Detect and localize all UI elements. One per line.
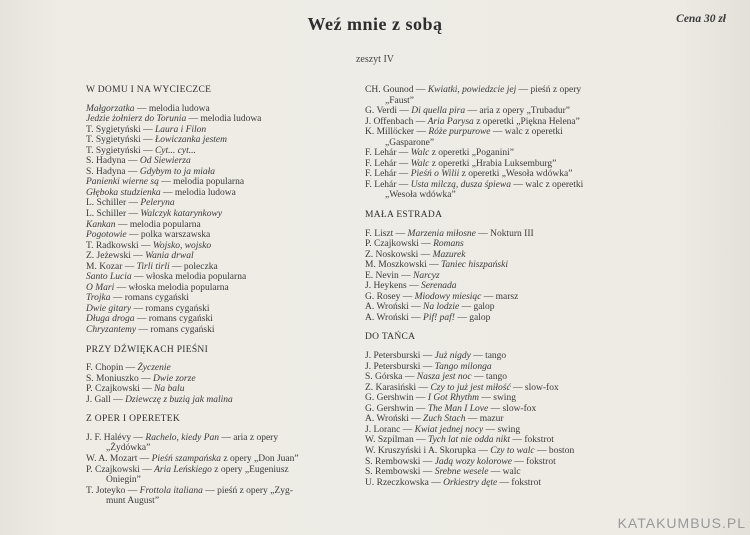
song-title: Tirli tirli	[136, 261, 170, 272]
song-title: Dziewczę z buzią jak malina	[125, 394, 233, 405]
song-note: — melodia popularna	[115, 219, 201, 230]
song-title: Tango milonga	[434, 361, 492, 372]
song-title: Mazurek	[432, 249, 466, 260]
song-title: Srebne wesele	[434, 467, 489, 478]
song-note: — walc z operetki	[510, 179, 584, 190]
song-note: — fokstrot	[510, 435, 554, 446]
song-title: Kwiatki, powiedzcie jej	[427, 85, 517, 95]
song-entry	[86, 146, 366, 157]
song-composer: P. Czajkowski —	[86, 384, 155, 395]
song-entry	[86, 251, 366, 262]
song-title: Chryzantemy	[86, 325, 137, 336]
song-entry	[365, 148, 625, 159]
section-heading: MAŁA ESTRADA	[365, 210, 443, 221]
song-composer: A. Wroński —	[365, 302, 424, 313]
song-title: Usta milczą, dusza śpiewa	[410, 179, 511, 190]
song-entry	[86, 363, 366, 374]
song-composer: L. Schiller —	[86, 209, 141, 220]
song-entry	[365, 435, 625, 446]
song-entry	[86, 454, 366, 465]
song-title: Narcyz	[413, 270, 440, 281]
song-title: Laura i Filon	[154, 124, 207, 135]
song-list	[86, 104, 366, 336]
song-entry	[86, 283, 366, 294]
song-composer: J. Offenbach —	[365, 116, 428, 127]
song-note: — romans cygański	[131, 303, 210, 314]
song-note: z operetki „Piękna Helena”	[473, 116, 580, 127]
song-note-continued: „Faust”	[385, 95, 415, 106]
song-note: — mazur	[465, 414, 504, 425]
song-title: Taniec hiszpański	[441, 260, 508, 271]
song-composer: T. Sygietyński —	[86, 124, 155, 135]
song-title: Gdybym to ja miała	[139, 166, 216, 177]
song-composer: A. Wroński —	[365, 312, 424, 323]
song-list	[365, 85, 625, 201]
song-note: — slow-fox	[488, 403, 537, 414]
song-title: Łowiczanka jestem	[154, 135, 228, 146]
left-column	[86, 85, 366, 507]
song-composer: P. Czajkowski —	[86, 464, 155, 475]
song-composer: T. Sygietyński —	[86, 145, 155, 156]
song-title: Jedzie żołnierz do Torunia	[86, 114, 187, 125]
song-composer: F. Lehár —	[365, 169, 411, 180]
song-note: — galop	[454, 312, 491, 323]
song-composer: M. Kozar —	[86, 261, 137, 272]
song-entry	[86, 272, 366, 283]
page-title: Weź mnie z sobą	[307, 14, 443, 34]
song-entry	[86, 209, 366, 220]
song-note: — melodia ludowa	[186, 114, 262, 125]
song-title: Pogotowie	[86, 230, 127, 241]
song-title: Na balu	[154, 384, 185, 395]
song-composer: W. Kruszyński i A. Skorupka —	[365, 445, 491, 456]
song-list	[365, 229, 625, 324]
song-note-continued: Oniegin”	[106, 475, 141, 486]
song-note: — melodia ludowa	[134, 103, 210, 114]
song-note-continued: „Gasparone”	[385, 137, 435, 148]
song-entry	[365, 351, 625, 362]
song-entry	[365, 180, 625, 201]
song-composer: G. Gershwin —	[365, 393, 428, 404]
song-entry	[86, 304, 366, 315]
song-title: Wania drwal	[145, 251, 194, 262]
song-note: — walc	[488, 467, 521, 478]
song-note: — tango	[470, 351, 507, 362]
song-entry	[86, 135, 366, 146]
song-entry	[86, 125, 366, 136]
song-title: Jadą wozy kolorowe	[434, 456, 512, 467]
section-heading: W DOMU I NA WYCIECZCE	[86, 85, 212, 95]
song-note: — melodia ludowa	[160, 187, 236, 198]
song-entry	[365, 159, 625, 170]
song-composer: K. Millöcker —	[365, 127, 429, 138]
song-composer: T. Radkowski —	[86, 240, 153, 251]
song-composer: J. F. Halévy —	[86, 432, 146, 443]
song-entry	[365, 372, 625, 383]
song-note: — aria z opery	[219, 432, 279, 443]
song-composer: G. Gershwin —	[365, 403, 428, 414]
song-entry	[365, 169, 625, 180]
song-composer: F. Lehár —	[365, 148, 411, 159]
song-composer: P. Czajkowski —	[365, 239, 434, 250]
song-entry	[365, 425, 625, 436]
song-title: Kwiat jednej nocy	[414, 424, 484, 435]
song-title: Małgorzatka	[86, 103, 135, 114]
song-note: — boston	[534, 445, 575, 456]
song-entry	[86, 486, 366, 507]
song-title: Pif! paf!	[423, 312, 455, 323]
song-title: The Man I Love	[427, 403, 489, 414]
song-note: — aria z opery „Trubadur”	[465, 106, 571, 117]
song-note: — Nokturn III	[475, 228, 534, 239]
song-composer: S. Hadyna —	[86, 166, 140, 177]
song-entry	[365, 229, 625, 240]
song-composer: Z. Karasiński —	[365, 382, 431, 393]
song-entry	[365, 478, 625, 489]
song-composer: S. Hadyna —	[86, 156, 140, 167]
right-column	[365, 85, 625, 488]
song-title: Romans	[433, 239, 464, 250]
song-title: Kankan	[86, 219, 116, 230]
song-entry	[86, 198, 366, 209]
song-title: Już nigdy	[434, 351, 471, 362]
song-composer: F. Chopin —	[86, 363, 138, 374]
song-composer: Z. Jeżewski —	[86, 251, 146, 262]
song-entry	[365, 85, 625, 106]
song-entry	[86, 433, 366, 454]
song-entry	[86, 384, 366, 395]
song-note: — poleczka	[169, 261, 218, 272]
song-note: — fokstrot	[497, 477, 541, 488]
song-composer: J. Loranc —	[365, 424, 415, 435]
song-composer: J. Heykens —	[365, 281, 421, 292]
song-entry	[365, 467, 625, 478]
song-note: z operetki „Poganini”	[429, 148, 515, 159]
song-note: — walc z operetki	[490, 127, 563, 138]
song-title: Nasza jest noc	[416, 372, 472, 383]
song-title: Dwie zorze	[153, 373, 196, 384]
song-list	[365, 351, 625, 488]
song-note: — romans cygański	[134, 314, 213, 325]
song-title: Aria Leńskiego	[154, 464, 212, 475]
song-title: Pieśń o Wilii	[410, 169, 460, 180]
song-entry	[86, 230, 366, 241]
song-note: — galop	[459, 302, 495, 313]
song-composer: W. Szpilman —	[365, 435, 428, 446]
song-composer: F. Lehár —	[365, 158, 411, 169]
song-entry	[365, 404, 625, 415]
song-note: — swing	[483, 424, 521, 435]
song-title: Czy to walc	[490, 445, 535, 456]
song-entry	[365, 281, 625, 292]
song-entry	[365, 271, 625, 282]
song-note: — pieśń z opery „Zyg-	[202, 485, 293, 496]
song-title: Cyt... cyt...	[154, 145, 196, 156]
song-composer: J. Petersburski —	[365, 351, 435, 362]
song-title: Miodowy miesiąc	[414, 291, 482, 302]
song-note: — fokstrot	[511, 456, 556, 467]
song-title: Frottola italiana	[139, 485, 203, 496]
song-title: Głęboka studzienka	[86, 187, 161, 198]
song-title: Aria Parysa	[427, 116, 474, 127]
song-title: Od Siewierza	[139, 156, 191, 167]
song-title: Tych lat nie odda nikt	[427, 435, 511, 446]
song-composer: E. Nevin —	[365, 270, 414, 281]
song-entry	[365, 260, 625, 271]
watermark: KATAKUMBUS.PL	[617, 515, 746, 531]
song-entry	[365, 302, 625, 313]
song-entry	[86, 465, 366, 486]
song-note: z opery „Don Juan”	[221, 453, 299, 464]
song-composer: A. Wroński —	[365, 414, 424, 425]
song-entry	[86, 314, 366, 325]
price-label: Cena 30 zł	[676, 13, 726, 25]
song-composer: T. Joteyko —	[86, 485, 140, 496]
song-title: Na lodzie	[423, 302, 460, 313]
section-heading: Z OPER I OPERETEK	[86, 414, 181, 425]
song-entry	[86, 177, 366, 188]
song-composer: S. Rembowski —	[365, 467, 435, 478]
song-entry	[86, 114, 366, 125]
song-title: O Mari	[86, 282, 115, 293]
song-title: Wojsko, wojsko	[152, 240, 212, 251]
song-composer: L. Schiller —	[86, 198, 141, 209]
song-title: Róże purpurowe	[428, 127, 491, 138]
song-note: — romans cygański	[110, 293, 189, 304]
song-entry	[365, 362, 625, 373]
song-entry	[365, 414, 625, 425]
song-entry	[86, 293, 366, 304]
section-heading: PRZY DŹWIĘKACH PIEŚNI	[86, 344, 209, 355]
song-entry	[86, 220, 366, 231]
song-list	[86, 363, 366, 405]
song-title: Walc	[410, 148, 430, 159]
song-note-continued: munt August”	[106, 496, 160, 507]
song-note: — melodia popularna	[158, 177, 245, 188]
song-composer: W. A. Mozart —	[86, 453, 152, 464]
song-title: Santo Lucia	[86, 272, 132, 283]
song-title: Pieśń szampańska	[151, 453, 222, 464]
song-entry	[86, 395, 366, 406]
song-entry	[365, 106, 625, 117]
song-title: Panienki wierne są	[86, 177, 159, 188]
song-note: — romans cygański	[136, 325, 215, 336]
song-composer: G. Rosey —	[365, 291, 415, 302]
song-note: — slow-fox	[510, 382, 559, 393]
song-title: Walc	[410, 158, 430, 169]
song-title: Orkiestry dęte	[443, 477, 498, 488]
song-note: — tango	[471, 372, 507, 383]
song-composer: S. Moniuszko —	[86, 373, 154, 384]
song-note: — pieśń z opery	[516, 85, 582, 95]
song-entry	[365, 457, 625, 468]
song-title: Trojka	[86, 293, 111, 304]
song-list	[86, 433, 366, 507]
song-entry	[86, 241, 366, 252]
issue-label: zeszyt IV	[355, 54, 395, 65]
song-composer: U. Rzeczkowska —	[365, 477, 444, 488]
song-entry	[365, 250, 625, 261]
song-entry	[86, 188, 366, 199]
song-title: Serenada	[420, 281, 457, 292]
song-note: z operetki „Wesoła wdówka”	[459, 169, 573, 180]
song-note-continued: „Żydówka”	[106, 443, 151, 454]
song-note: — włoska melodia popularna	[114, 282, 229, 293]
song-note: — włoska melodia popularna	[131, 272, 247, 283]
song-title: Zuch Stach	[423, 414, 466, 425]
song-entry	[365, 313, 625, 324]
song-entry	[86, 104, 366, 115]
song-entry	[365, 117, 625, 128]
song-title: Długa droga	[86, 314, 135, 325]
song-composer: T. Sygietyński —	[86, 135, 155, 146]
song-entry	[86, 156, 366, 167]
song-title: Dwie gitary	[86, 303, 132, 314]
song-title: Peleryna	[140, 198, 175, 209]
song-entry	[86, 167, 366, 178]
song-note: z operetki „Hrabia Luksemburg”	[429, 158, 557, 169]
song-title: Czy to już jest miłość	[430, 382, 511, 393]
song-title: Walczyk katarynkowy	[140, 209, 223, 220]
song-entry	[86, 325, 366, 336]
song-note-continued: „Wesoła wdówka”	[385, 190, 456, 201]
song-entry	[86, 262, 366, 273]
song-note: — swing	[479, 393, 516, 404]
song-entry	[365, 383, 625, 394]
song-title: I Got Rhythm	[427, 393, 479, 404]
song-title: Di quella pira	[411, 106, 466, 117]
song-entry	[365, 239, 625, 250]
song-composer: F. Lehár —	[365, 179, 411, 190]
song-entry	[365, 292, 625, 303]
song-title: Rachelo, kiedy Pan	[145, 432, 219, 443]
song-entry	[365, 446, 625, 457]
song-entry	[365, 393, 625, 404]
song-composer: S. Górska —	[365, 372, 417, 383]
song-entry	[365, 127, 625, 148]
song-composer: CH. Gounod —	[365, 85, 428, 95]
song-composer: M. Moszkowski —	[365, 260, 442, 271]
song-composer: F. Liszt —	[365, 228, 408, 239]
song-composer: Z. Noskowski —	[365, 249, 433, 260]
song-note: — polka warszawska	[126, 230, 211, 241]
song-composer: J. Gall —	[86, 394, 126, 405]
song-composer: S. Rembowski —	[365, 456, 435, 467]
song-note: — marsz	[481, 291, 519, 302]
song-composer: J. Petersburski —	[365, 361, 435, 372]
song-note: z opery „Eugeniusz	[211, 464, 289, 475]
song-entry	[86, 374, 366, 385]
song-title: Życzenie	[137, 363, 171, 374]
song-title: Marzenia miłosne	[407, 228, 476, 239]
section-heading: DO TAŃCA	[365, 332, 416, 343]
song-composer: G. Verdi —	[365, 106, 412, 117]
